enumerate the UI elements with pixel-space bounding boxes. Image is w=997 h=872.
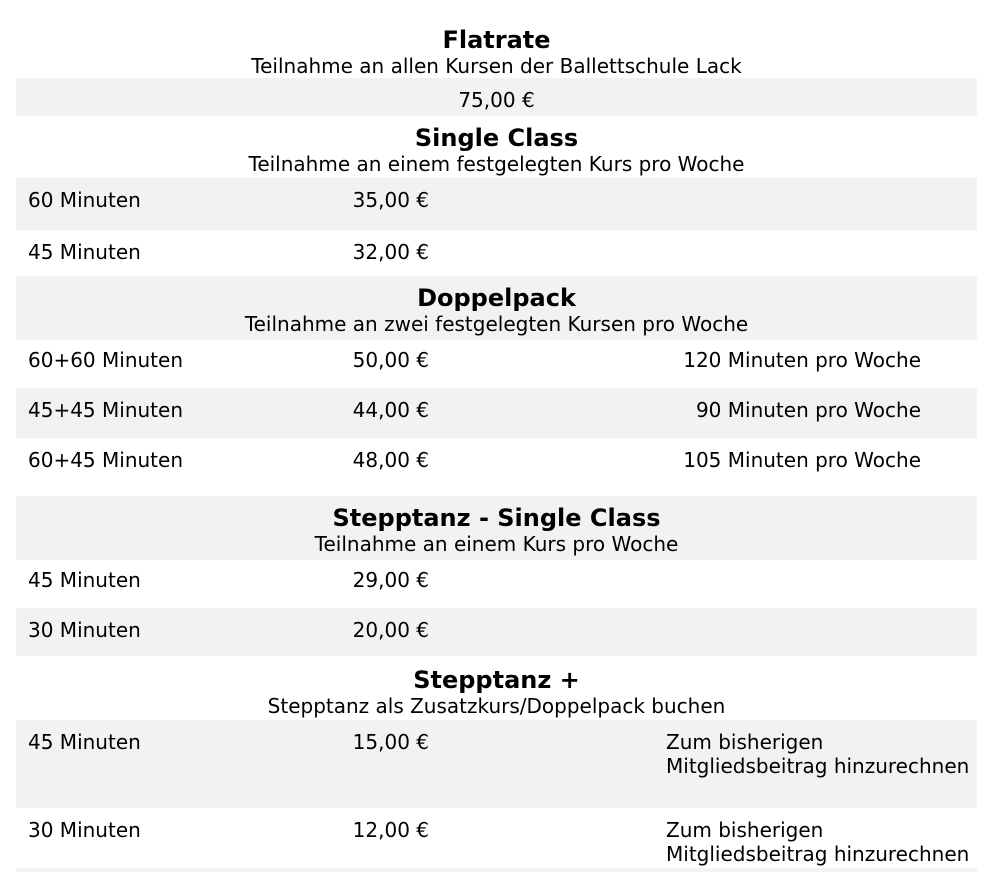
stepp-plus-title: Stepptanz + [413,666,580,694]
weekly-minutes: 90 Minuten pro Woche [695,398,921,422]
weekly-minutes: 120 Minuten pro Woche [683,348,921,372]
stepp-plus-header [16,666,977,718]
price: 48,00 € [352,448,429,472]
note: Zum bisherigen Mitgliedsbeitrag hinzurechnen [666,818,970,866]
doppel-header [16,276,977,340]
table-row [16,808,977,868]
duration: 60 Minuten [28,188,141,212]
price: 32,00 € [352,240,429,264]
duration: 30 Minuten [28,818,141,842]
price: 20,00 € [352,618,429,642]
stepp-single-subtitle: Teilnahme an einem Kurs pro Woche [314,532,679,556]
table-row [16,178,977,230]
price: 15,00 € [352,730,429,754]
price: 35,00 € [352,188,429,212]
table-row [16,338,977,388]
stepp-single-header [16,496,977,560]
duration: 45 Minuten [28,730,141,754]
duration: 45+45 Minuten [28,398,183,422]
stepp-single-title: Stepptanz - Single Class [332,504,661,532]
duration: 60+45 Minuten [28,448,183,472]
doppel-subtitle: Teilnahme an zwei festgelegten Kursen pro Woche [244,312,749,336]
single-header [16,124,977,176]
doppel-title: Doppelpack [417,284,576,312]
price: 50,00 € [352,348,429,372]
duration: 45 Minuten [28,568,141,592]
table-row [16,558,977,608]
flatrate-price-row [16,78,977,116]
flatrate-header [16,26,977,78]
duration: 45 Minuten [28,240,141,264]
price: 44,00 € [352,398,429,422]
single-title: Single Class [414,124,579,152]
table-row [16,608,977,656]
single-subtitle: Teilnahme an einem festgelegten Kurs pro Woche [248,152,745,176]
duration: 30 Minuten [28,618,141,642]
table-row [16,388,977,438]
note: Zum bisherigen Mitgliedsbeitrag hinzurechnen [666,730,970,778]
table-row [16,720,977,808]
table-row [16,438,977,496]
flatrate-price: 75,00 € [458,88,535,112]
row-divider [16,868,977,872]
weekly-minutes: 105 Minuten pro Woche [683,448,921,472]
duration: 60+60 Minuten [28,348,183,372]
price: 29,00 € [352,568,429,592]
flatrate-title: Flatrate [442,26,551,54]
price: 12,00 € [352,818,429,842]
stepp-plus-subtitle: Stepptanz als Zusatzkurs/Doppelpack buchen [267,694,726,718]
table-row [16,230,977,276]
flatrate-subtitle: Teilnahme an allen Kursen der Ballettschule Lack [251,54,742,78]
